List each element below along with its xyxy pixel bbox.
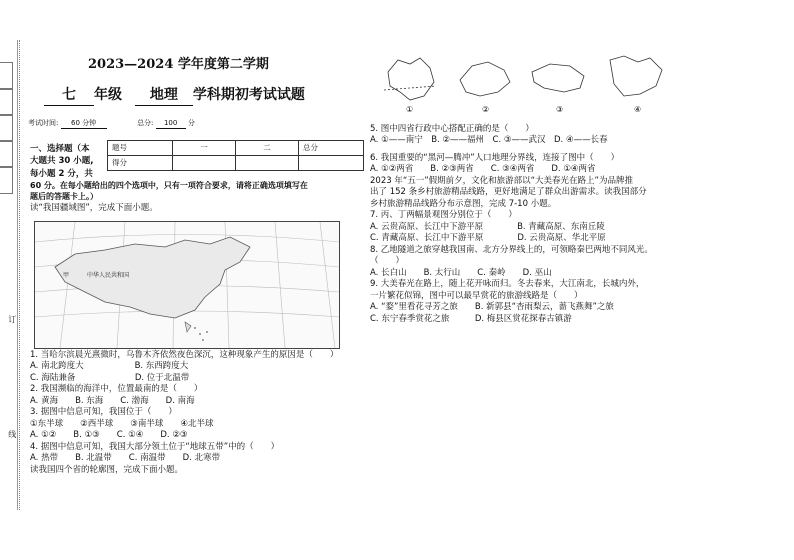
score-table-cell: 一	[173, 141, 236, 156]
score-value: 100	[156, 119, 186, 129]
margin-box	[0, 140, 13, 168]
question-line: A. 黄海 B. 东海 C. 渤海 D. 南海	[30, 395, 195, 406]
score-table-cell[interactable]	[236, 156, 299, 171]
seal-char: 线	[7, 430, 17, 438]
province-outlines	[380, 52, 672, 118]
margin-box	[0, 88, 13, 116]
exam-title	[44, 86, 305, 106]
seal-char: 订	[7, 315, 17, 323]
right-question-list	[370, 124, 653, 325]
score-table-cell: 得分	[108, 156, 173, 171]
question-line: C. 东宁春季赏花之旅 D. 梅县区赏花探春古镇游	[370, 313, 572, 324]
outline-graphic	[380, 52, 672, 118]
question-line: 8. 乙地隧道之旅穿越我国南、北方分界线上的，可领略秦巴两地不同风光。	[370, 244, 653, 255]
question-line: 一片繁花似锦，图中可以最早赏花的旅游线路是（ ）	[370, 290, 583, 301]
question-line: 1. 当哈尔滨晨光熹微时，乌鲁木齐依然夜色深沉，这种现象产生的原因是（ ）	[30, 350, 339, 360]
instruction-line: 题后的答题卡上。）	[30, 191, 98, 201]
question-line: ①东半球 ②西半球 ③南半球 ④北半球	[30, 418, 214, 429]
margin-box	[0, 166, 13, 194]
outline-label: ①	[406, 105, 414, 114]
score-table-cell[interactable]	[299, 156, 364, 171]
score-table-cell: 二	[236, 141, 299, 156]
question-line: 4. 据图中信息可知，我国大部分领土位于“地球五带”中的（ ）	[30, 441, 280, 452]
score-table-cell: 总分	[299, 141, 364, 156]
question-line: A. ①——南宁 B. ②——福州 C. ③——武汉 D. ④——长春	[370, 135, 608, 146]
score-label: 总分:	[137, 119, 154, 127]
question-line: A. 云贵高原、长江中下游平原 B. 青藏高原、东南丘陵	[370, 221, 605, 232]
map-graphic	[35, 222, 339, 348]
china-territory-map	[34, 221, 340, 349]
section1-heading-line: 每小题 2 分，共	[30, 168, 93, 179]
question-line: 7. 丙、丁两幅景观图分别位于（ ）	[370, 210, 517, 221]
score-table-cell[interactable]	[173, 156, 236, 171]
question-line: 6. 我国重要的“黑河—腾冲”人口地理分界线，连接了图中（ ）	[370, 152, 620, 163]
exam-term-title: 2023—2024 学年度第二学期	[88, 57, 269, 72]
question-line: （ ）	[370, 256, 405, 267]
outline-label: ③	[556, 105, 564, 114]
outline-label: ②	[482, 105, 490, 114]
section1-heading-line: 大题共 30 小题,	[30, 156, 94, 167]
question-line: A. 热带 B. 北温带 C. 南温带 D. 北寒带	[30, 453, 221, 464]
question-line: A. ①② B. ①③ C. ①④ D. ②③	[30, 430, 188, 441]
grade-suffix: 年级	[94, 87, 122, 103]
question-line: A. “婺”里看花寻芳之旅 B. 新郭县“杏雨梨云，蔷飞燕舞”之旅	[370, 302, 614, 313]
section1-heading-line: 一、选择题（本	[30, 144, 90, 154]
seal-line	[19, 40, 20, 510]
margin-box	[0, 62, 13, 90]
question-line: A. 南北跨度大 B. 东西跨度大	[30, 361, 189, 372]
outline-label: ④	[634, 105, 642, 114]
score-table-cell: 题号	[108, 141, 173, 156]
section1-instructions	[30, 181, 350, 214]
margin-box	[0, 114, 13, 142]
left-question-list	[30, 350, 338, 476]
time-value: 60 分钟	[61, 119, 107, 129]
subject-value: 地理	[135, 86, 193, 106]
question-line: C. 青藏高原、长江中下游平原 D. 云贵高原、华北平原	[370, 233, 606, 244]
svg-text:甲: 甲	[63, 272, 70, 279]
question-line: A. ①②两省 B. ②③两省 C. ③④两省 D. ①④两省	[370, 164, 596, 175]
question-line: 乡村旅游精品线路分布示意图，完成 7-10 小题。	[370, 198, 557, 209]
exam-info	[28, 119, 195, 129]
instruction-line: 60 分。在每小题给出的四个选项中，只有一项符合要求，请将正确选项填写在	[30, 181, 308, 190]
question-line: 2. 我国濒临的海洋中，位置最南的是（ ）	[30, 384, 203, 395]
time-label: 考试时间:	[28, 119, 59, 127]
question-line: A. 长白山 B. 太行山 C. 秦岭 D. 巫山	[370, 267, 552, 278]
question-line: C. 海陆兼备 D. 位于北温带	[30, 372, 190, 383]
question-line: 2023 年“五一”假期前夕，文化和旅游部以“大美春光在路上”为品牌推	[370, 175, 633, 186]
question-line: 5. 图中四省行政中心搭配正确的是（ ）	[370, 124, 534, 134]
question-line: 出了 152 条乡村旅游精品线路，更好地满足了群众出游需求。读我国部分	[370, 187, 647, 198]
score-table	[107, 140, 364, 171]
section1-heading	[30, 143, 106, 180]
grade-value: 七	[44, 86, 94, 106]
question-line: 3. 据图中信息可知，我国位于（ ）	[30, 407, 177, 418]
question-line: 9. 大美春光在路上，随上花开咏而归。冬去春来，大江南北，长城内外，	[370, 279, 645, 290]
subject-suffix: 学科期初考试试题	[192, 87, 305, 103]
binding-margin	[0, 40, 18, 510]
map-country-label: 中华人民共和国	[87, 272, 130, 279]
question-line: 读我国四个省的轮廓图，完成下面小题。	[30, 464, 184, 475]
score-unit: 分	[187, 119, 195, 127]
instruction-line: 读“我国疆域图”，完成下面小题。	[30, 202, 158, 213]
